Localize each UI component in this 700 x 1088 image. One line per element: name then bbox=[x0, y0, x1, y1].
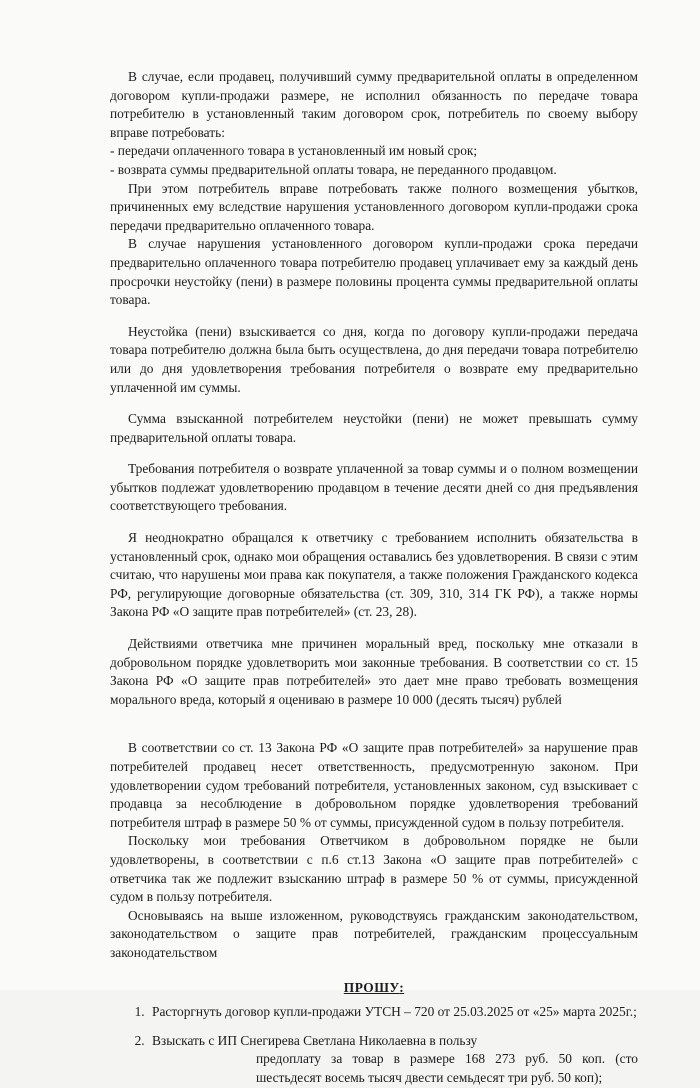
paragraph-penalty-start: Неустойка (пени) взыскивается со дня, когда по договору купли-продажи передача товара потребителю должна была быть осуществлена, до дня передачи товара потребителю или до дня удовлетворения требования потребителя о возврате ему предварительно уплаченной им суммы. bbox=[110, 323, 638, 395]
paragraph-damages: При этом потребитель вправе потребовать также полного возмещения убытков, причиненных ему вследствие нарушения установленного договором купли-продажи срока передачи предварительно оплаченного товара. bbox=[110, 180, 638, 233]
request-heading-colon: : bbox=[399, 979, 405, 995]
list-item-refund: - возврата суммы предварительной оплаты товара, не переданного продавцом. bbox=[110, 161, 557, 177]
request-heading-text: ПРОШУ bbox=[343, 979, 400, 995]
paragraph-penalty-limit: Сумма взысканной потребителем неустойки (пени) не может превышать сумму предварительной оплаты товара. bbox=[110, 411, 638, 445]
paragraph-repeated-requests: Я неоднократно обращался к ответчику с требованием исполнить обязательства в установленный срок, однако мои обращения оставались без удовлетворения. В связи с этим считаю, что нарушены мои права как покупателя, а также положения Гражданского кодекса РФ, регулирующие договорные обязательства (ст. 309, 310, 314 ГК РФ), а также нормы Закона РФ «О защите прав потребителей» (ст. 23, 28). bbox=[110, 530, 638, 620]
paragraph-penalty: В случае нарушения установленного договором купли-продажи срока передачи предварительно оплаченного товара потребителю продавец уплачивает ему за каждый день просрочки неустойку (пени) в размере половины процента суммы предварительной оплаты товара. bbox=[110, 236, 638, 308]
paragraph-fine-claim: Поскольку мои требования Ответчиком в добровольном порядке не были удовлетворены, в соответствии с п.6 ст.13 Закона «О защите прав потребителей» с ответчика так же подлежит взысканию штраф в размере 50 % от суммы, присужденной судом в пользу потребителя. bbox=[110, 833, 638, 905]
request-item-1 bbox=[148, 1003, 638, 1022]
request-item-1-text: Расторгнуть договор купли-продажи УТСН – 720 от 25.03.2025 от «25» марта 2025г.; bbox=[152, 1004, 637, 1020]
request-item-2 bbox=[148, 1032, 638, 1088]
request-item-2-line2: предоплату за товар в размере 168 273 руб. 50 коп. (сто шестьдесят восемь тысяч двести семьдесят три руб. 50 коп); bbox=[256, 1051, 638, 1085]
request-heading bbox=[110, 979, 638, 998]
paragraph-ten-days: Требования потребителя о возврате уплаченной за товар суммы и о полном возмещении убытков подлежат удовлетворению продавцом в течение десяти дней со дня предъявления соответствующего требования. bbox=[110, 461, 638, 514]
request-list bbox=[110, 1003, 638, 1087]
paragraph-moral-damage: Действиями ответчика мне причинен моральный вред, поскольку мне отказали в добровольном порядке удовлетворить мои законные требования. В соответствии со ст. 15 Закона РФ «О защите прав потребителей» это дает мне право требовать возмещения морального вреда, который я оцениваю в размере 10 000 (десять тысяч) рублей bbox=[110, 636, 638, 707]
paragraph-prepayment-rule: В случае, если продавец, получивший сумму предварительной оплаты в определенном договором купли-продажи размере, не исполнил обязанность по передаче товара потребителю в установленный таким договором срок, потребитель по своему выбору вправе потребовать: bbox=[110, 69, 638, 140]
paragraph-legal-basis: Основываясь на выше изложенном, руководствуясь гражданским законодательством, законодательством о защите прав потребителей, гражданским процессуальным законодательством bbox=[110, 907, 638, 960]
list-item-new-deadline: - передачи оплаченного товара в установленный им новый срок; bbox=[110, 143, 478, 159]
paragraph-fine-article-13: В соответствии со ст. 13 Закона РФ «О защите прав потребителей» за нарушение прав потребителей продавец несет ответственность, предусмотренную законом. При удовлетворении судом требований потребителя, установленных законом, суд взыскивает с продавца за несоблюдение в добровольном порядке удовлетворения требований потребителя штраф в размере 50 % от суммы, присужденной судом в пользу потребителя. bbox=[110, 740, 638, 830]
request-item-2-line1: Взыскать с ИП Снегирева Светлана Николаевна в пользу bbox=[152, 1032, 478, 1048]
